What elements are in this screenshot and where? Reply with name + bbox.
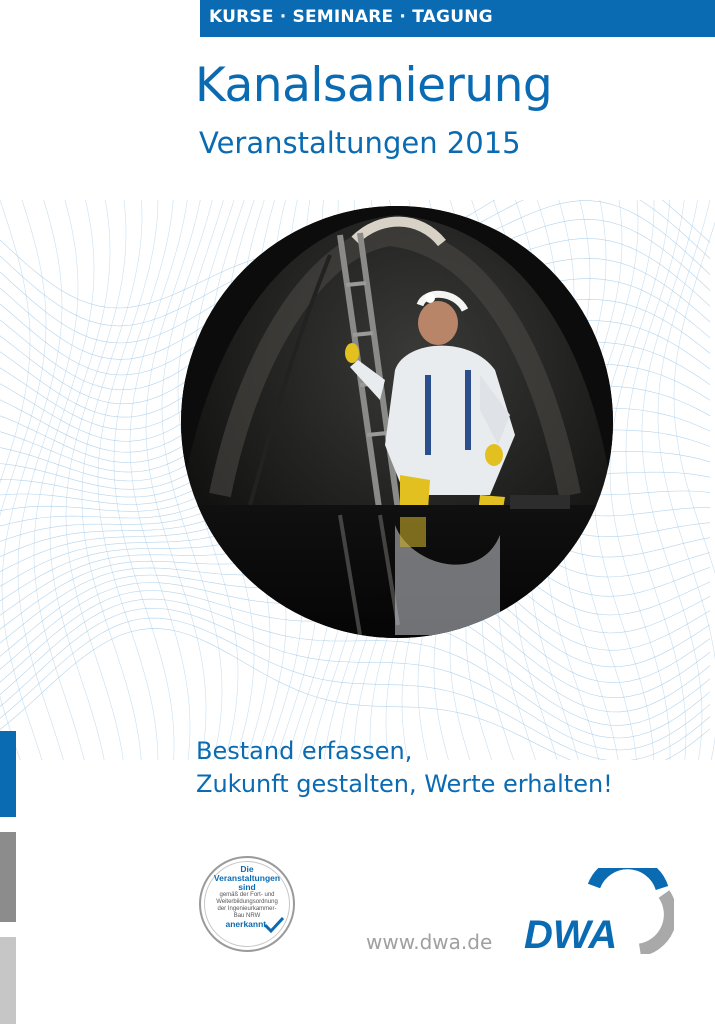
seal-line-4: gemäß der Fort- und bbox=[219, 892, 275, 898]
category-bar bbox=[200, 0, 715, 37]
logo-text: DWA bbox=[524, 913, 618, 954]
category-label: KURSE · SEMINARE · TAGUNG bbox=[209, 7, 493, 27]
tagline-line-1: Bestand erfassen, bbox=[196, 737, 413, 765]
tagline bbox=[196, 735, 613, 801]
seal-line-7: Bau NRW bbox=[233, 913, 261, 919]
seal-line-5: Weiterbildungsordnung bbox=[216, 899, 278, 905]
page-subtitle: Veranstaltungen 2015 bbox=[199, 126, 521, 160]
dwa-logo-icon bbox=[522, 868, 674, 954]
tagline-line-2: Zukunft gestalten, Werte erhalten! bbox=[196, 770, 613, 798]
side-tab-gray bbox=[0, 832, 16, 922]
website-url[interactable]: www.dwa.de bbox=[366, 930, 493, 954]
seal-line-2: Veranstaltungen bbox=[213, 873, 281, 883]
sewer-worker-photo bbox=[180, 205, 614, 639]
approval-seal-icon bbox=[199, 856, 295, 952]
page-title: Kanalsanierung bbox=[195, 58, 553, 113]
side-tab-lightgray bbox=[0, 937, 16, 1024]
side-tab-blue bbox=[0, 731, 16, 817]
seal-line-8: anerkannt. bbox=[225, 919, 269, 929]
seal-line-6: der Ingenieurkammer- bbox=[217, 906, 277, 912]
seal-line-1: Die bbox=[240, 864, 254, 874]
checkmark-icon bbox=[263, 916, 285, 934]
seal-line-3: sind bbox=[238, 882, 256, 892]
